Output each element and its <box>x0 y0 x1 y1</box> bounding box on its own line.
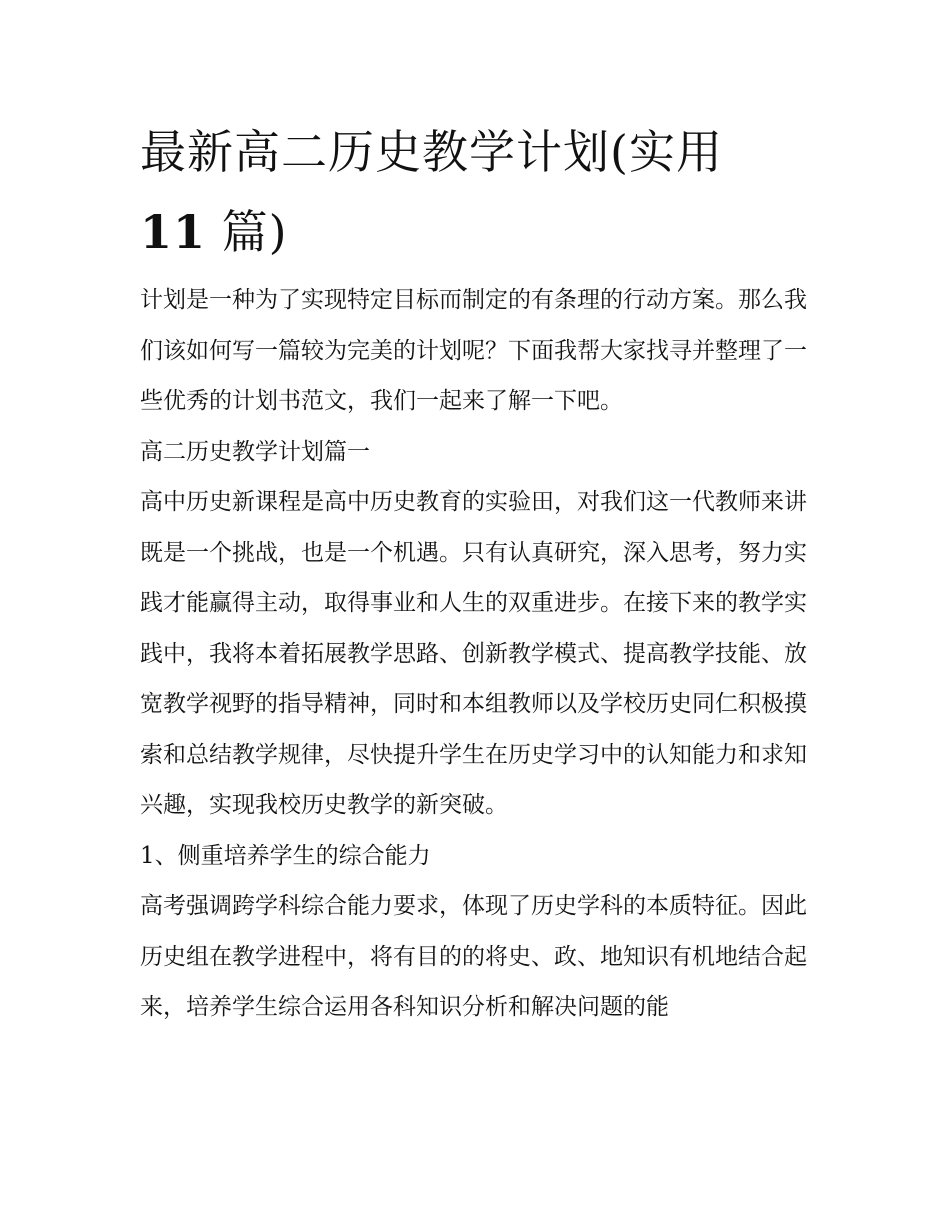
intro-paragraph: 计划是一种为了实现特定目标而制定的有条理的行动方案。那么我们该如何写一篇较为完美的计划呢？下面我帮大家找寻并整理了一些优秀的计划书范文，我们一起来了解一下吧。 <box>140 287 807 414</box>
document-body <box>140 275 815 1033</box>
title-line-1: 最新高二历史教学计划(实用 <box>140 125 723 179</box>
title-number: 11 <box>140 205 207 259</box>
subsection-heading: 1、侧重培养学生的综合能力 <box>140 842 431 869</box>
document-title <box>140 112 820 272</box>
section-heading: 高二历史教学计划篇一 <box>140 438 370 465</box>
body-paragraph: 高考强调跨学科综合能力要求，体现了历史学科的本质特征。因此历史组在教学进程中，将有目的的将史、政、地知识有机地结合起来，培养学生综合运用各科知识分析和解决问题的能 <box>140 893 807 1020</box>
title-line-2: 篇) <box>206 205 288 259</box>
body-paragraph: 高中历史新课程是高中历史教育的实验田，对我们这一代教师来讲既是一个挑战，也是一个机遇。只有认真研究，深入思考，努力实践才能赢得主动，取得事业和人生的双重进步。在接下来的教学实践中，我将本着拓展教学思路、创新教学模式、提高教学技能、放宽教学视野的指导精神，同时和本组教师以及学校历史同仁积极摸索和总结教学规律，尽快提升学生在历史学习中的认知能力和求知兴趣，实现我校历史教学的新突破。 <box>140 489 807 818</box>
